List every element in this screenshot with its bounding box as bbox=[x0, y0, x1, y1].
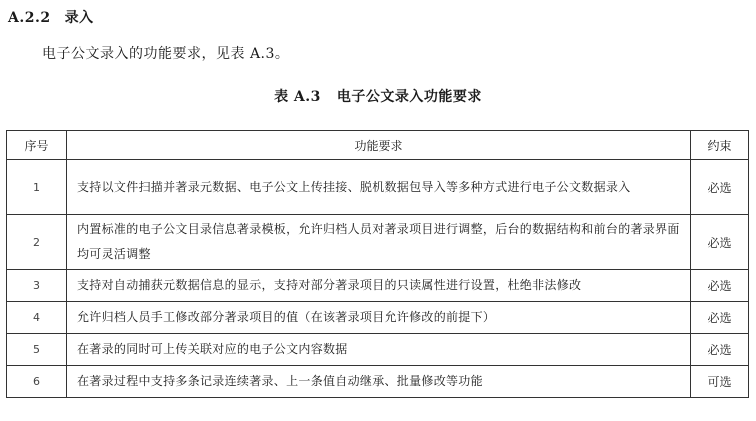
row-requirement: 在著录过程中支持多条记录连续著录、上一条值自动继承、批量修改等功能 bbox=[67, 366, 691, 398]
row-constraint: 必选 bbox=[691, 302, 749, 334]
column-header-index: 序号 bbox=[7, 131, 67, 160]
table-row bbox=[7, 160, 749, 215]
row-index: 3 bbox=[7, 270, 67, 302]
intro-paragraph: 电子公文录入的功能要求，见表 A.3。 bbox=[42, 46, 290, 62]
row-index: 6 bbox=[7, 366, 67, 398]
table-row bbox=[7, 366, 749, 398]
table-row bbox=[7, 215, 749, 270]
section-heading bbox=[8, 7, 94, 27]
table-caption-label: 表 A.3 bbox=[274, 89, 321, 105]
column-header-constraint: 约束 bbox=[691, 131, 749, 160]
row-constraint: 可选 bbox=[691, 366, 749, 398]
table-header-row bbox=[7, 131, 749, 160]
row-index: 1 bbox=[7, 160, 67, 215]
row-constraint: 必选 bbox=[691, 215, 749, 270]
table-caption bbox=[0, 86, 756, 106]
row-index: 5 bbox=[7, 334, 67, 366]
table-caption-title: 电子公文录入功能要求 bbox=[336, 89, 482, 105]
row-constraint: 必选 bbox=[691, 160, 749, 215]
section-number: A.2.2 bbox=[8, 10, 51, 26]
row-requirement: 支持以文件扫描并著录元数据、电子公文上传挂接、脱机数据包导入等多种方式进行电子公文数据录入 bbox=[67, 160, 691, 215]
requirements-table bbox=[6, 130, 749, 398]
row-constraint: 必选 bbox=[691, 270, 749, 302]
row-requirement: 在著录的同时可上传关联对应的电子公文内容数据 bbox=[67, 334, 691, 366]
row-constraint: 必选 bbox=[691, 334, 749, 366]
row-requirement: 内置标准的电子公文目录信息著录模板，允许归档人员对著录项目进行调整，后台的数据结构和前台的著录界面均可灵活调整 bbox=[67, 215, 691, 270]
table-row bbox=[7, 334, 749, 366]
row-requirement: 支持对自动捕获元数据信息的显示，支持对部分著录项目的只读属性进行设置，杜绝非法修改 bbox=[67, 270, 691, 302]
table-row bbox=[7, 270, 749, 302]
row-index: 4 bbox=[7, 302, 67, 334]
column-header-requirement: 功能要求 bbox=[67, 131, 691, 160]
row-requirement: 允许归档人员手工修改部分著录项目的值（在该著录项目允许修改的前提下） bbox=[67, 302, 691, 334]
table-row bbox=[7, 302, 749, 334]
row-index: 2 bbox=[7, 215, 67, 270]
section-title: 录入 bbox=[64, 10, 94, 26]
